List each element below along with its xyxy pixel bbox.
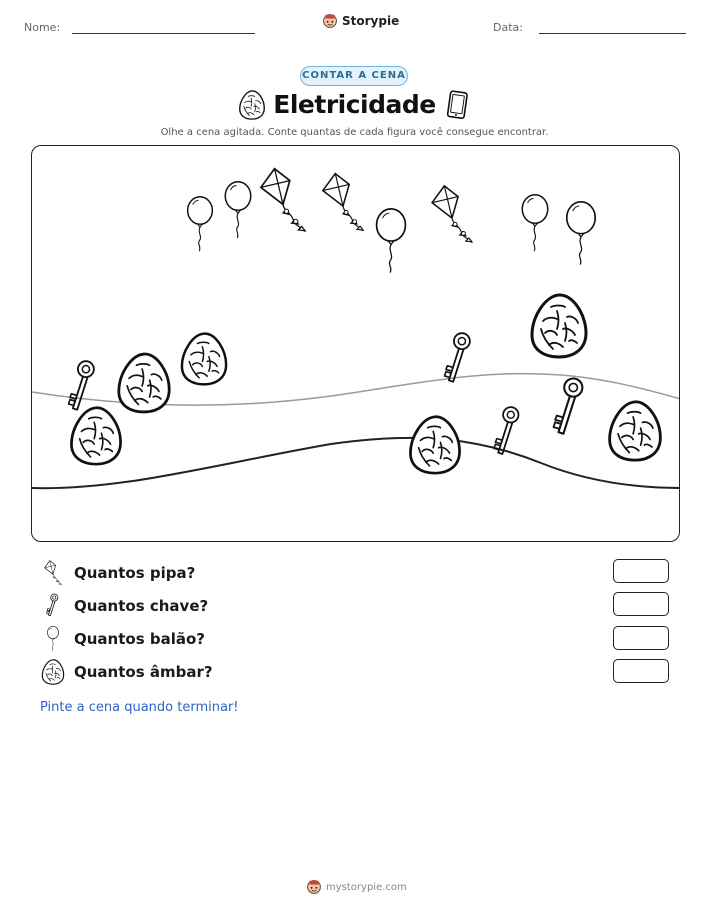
footer-url: mystorypie.com xyxy=(326,881,407,893)
counting-scene[interactable] xyxy=(31,145,680,542)
footer xyxy=(306,879,407,895)
question-amber xyxy=(40,659,213,685)
key xyxy=(494,407,519,454)
amber xyxy=(532,295,586,357)
date-line[interactable] xyxy=(539,33,686,34)
answer-box-amber[interactable] xyxy=(613,659,669,683)
page-title: Eletricidade xyxy=(273,90,436,119)
scene-illustration xyxy=(32,146,680,542)
amber xyxy=(71,408,120,464)
amber xyxy=(610,402,661,460)
amber xyxy=(182,334,226,385)
answer-box-key[interactable] xyxy=(613,592,669,616)
question-key xyxy=(40,593,208,619)
key-icon xyxy=(40,593,66,619)
storypie-mascot-icon xyxy=(322,13,338,29)
question-kite xyxy=(40,560,195,586)
kite-icon xyxy=(40,560,66,586)
question-label: Quantos pipa? xyxy=(74,564,196,582)
balloon xyxy=(188,197,213,251)
balloon-icon xyxy=(40,626,66,652)
balloon xyxy=(567,202,595,265)
front-hill-line xyxy=(32,438,680,488)
amber xyxy=(119,354,169,412)
brand-logo xyxy=(322,13,399,29)
storypie-mascot-icon xyxy=(306,879,322,895)
name-label: Nome: xyxy=(24,21,61,34)
kite xyxy=(432,186,472,243)
amber xyxy=(410,417,459,473)
name-line[interactable] xyxy=(72,33,255,34)
brand-name: Storypie xyxy=(342,14,400,28)
answer-box-balloon[interactable] xyxy=(613,626,669,650)
kite xyxy=(323,174,363,231)
question-label: Quantos balão? xyxy=(74,630,205,648)
balloon xyxy=(377,209,406,273)
key xyxy=(69,361,94,410)
balloon xyxy=(522,195,548,251)
date-label: Data: xyxy=(493,21,523,34)
question-label: Quantos chave? xyxy=(74,597,209,615)
amber-icon xyxy=(40,659,66,685)
activity-badge: CONTAR A CENA xyxy=(300,66,408,86)
kite xyxy=(261,169,305,232)
question-balloon xyxy=(40,626,205,652)
phone-icon xyxy=(443,90,473,122)
question-label: Quantos âmbar? xyxy=(74,663,213,681)
answer-box-kite[interactable] xyxy=(613,559,669,583)
instructions: Olhe a cena agitada. Conte quantas de cada figura você consegue encontrar. xyxy=(160,127,549,138)
coloring-note: Pinte a cena quando terminar! xyxy=(40,700,239,715)
key xyxy=(445,333,470,382)
balloon xyxy=(225,182,251,238)
key xyxy=(554,378,583,433)
